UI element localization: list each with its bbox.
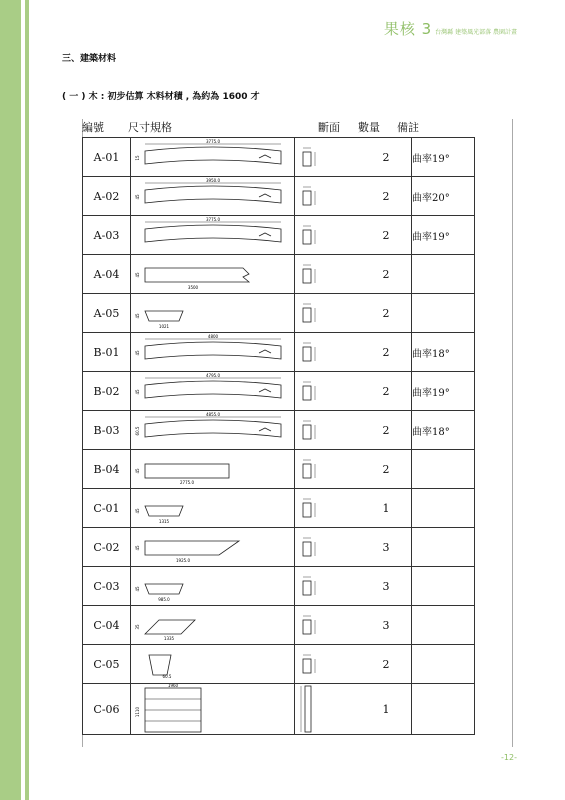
- part-quantity: 2: [361, 333, 412, 372]
- table-row: [83, 606, 475, 645]
- table-row: [83, 567, 475, 606]
- dimension-label: 4855.0: [206, 412, 220, 417]
- parts-table: [82, 137, 475, 735]
- part-note: 曲率18°: [412, 333, 475, 372]
- left-stripe-thin: [25, 0, 29, 800]
- part-drawing: [131, 528, 295, 567]
- section-drawing: [295, 177, 362, 216]
- dimension-label: 4800: [207, 334, 219, 339]
- part-id: A-03: [83, 216, 131, 255]
- part-id: C-02: [83, 528, 131, 567]
- part-note: [412, 567, 475, 606]
- part-drawing: [131, 567, 295, 606]
- section-drawing: [295, 567, 362, 606]
- section-drawing-svg: [297, 684, 327, 734]
- section-drawing: [295, 333, 362, 372]
- part-quantity: 2: [361, 138, 412, 177]
- height-label: 45: [135, 272, 140, 278]
- part-id: B-02: [83, 372, 131, 411]
- part-quantity: 2: [361, 216, 412, 255]
- part-drawing-svg: [131, 255, 294, 293]
- part-drawing: [131, 606, 295, 645]
- part-drawing: [131, 216, 295, 255]
- part-note: [412, 294, 475, 333]
- section-outline: [303, 503, 311, 517]
- section-drawing-svg: [297, 489, 327, 527]
- part-note: [412, 450, 475, 489]
- table-right-rule: [512, 119, 513, 747]
- part-outline: [145, 268, 249, 282]
- dimension-label: 3500: [187, 285, 199, 290]
- table-row: [83, 294, 475, 333]
- part-quantity: 2: [361, 294, 412, 333]
- section-drawing: [295, 450, 362, 489]
- part-id: A-05: [83, 294, 131, 333]
- page-header: [384, 18, 517, 39]
- part-id: B-03: [83, 411, 131, 450]
- section-outline: [303, 659, 311, 673]
- dimension-label: 60.5: [162, 674, 172, 679]
- part-outline: [145, 147, 281, 164]
- part-outline: [145, 186, 281, 203]
- height-label: 45: [135, 194, 140, 200]
- part-drawing: [131, 333, 295, 372]
- part-quantity: 2: [361, 255, 412, 294]
- section-drawing-svg: [297, 177, 327, 215]
- header-id: 編號: [82, 121, 104, 134]
- height-label: 45: [135, 389, 140, 395]
- part-note: [412, 645, 475, 684]
- part-drawing: [131, 177, 295, 216]
- section-drawing: [295, 372, 362, 411]
- part-drawing-svg: [131, 294, 294, 332]
- section-outline: [303, 191, 311, 205]
- section-drawing: [295, 684, 362, 735]
- part-drawing: [131, 255, 295, 294]
- part-id: B-01: [83, 333, 131, 372]
- part-quantity: 2: [361, 645, 412, 684]
- part-id: A-01: [83, 138, 131, 177]
- section-drawing-svg: [297, 606, 327, 644]
- table-row: [83, 684, 475, 735]
- part-drawing: [131, 684, 295, 735]
- part-drawing: [131, 372, 295, 411]
- part-drawing-svg: [131, 450, 294, 488]
- section-outline: [303, 152, 311, 166]
- part-note: 曲率19°: [412, 138, 475, 177]
- dimension-label: 1315: [158, 519, 170, 524]
- header-qty: 數量: [358, 121, 380, 134]
- section-outline: [305, 686, 311, 732]
- part-drawing-svg: [131, 177, 294, 215]
- part-quantity: 2: [361, 372, 412, 411]
- section-drawing: [295, 255, 362, 294]
- part-drawing: [131, 138, 295, 177]
- part-drawing-svg: [131, 216, 294, 254]
- height-label: 45: [135, 468, 140, 474]
- height-label: 45: [135, 545, 140, 551]
- part-outline: [145, 584, 183, 594]
- part-drawing-svg: [131, 528, 294, 566]
- table-row: [83, 138, 475, 177]
- part-quantity: 3: [361, 606, 412, 645]
- dimension-label: 1960: [167, 684, 179, 688]
- part-note: 曲率19°: [412, 372, 475, 411]
- section-outline: [303, 464, 311, 478]
- height-label: 60.5: [135, 426, 140, 436]
- height-label: 45: [135, 350, 140, 356]
- section-drawing: [295, 216, 362, 255]
- height-label: 45: [135, 313, 140, 319]
- section-drawing-svg: [297, 645, 327, 683]
- part-id: C-01: [83, 489, 131, 528]
- section-drawing: [295, 645, 362, 684]
- part-note: [412, 255, 475, 294]
- section-drawing-svg: [297, 333, 327, 371]
- dimension-label: 2775.0: [180, 480, 194, 485]
- section-outline: [303, 542, 311, 556]
- part-quantity: 3: [361, 567, 412, 606]
- section-outline: [303, 269, 311, 283]
- part-note: 曲率18°: [412, 411, 475, 450]
- dimension-label: 3775.0: [206, 217, 220, 222]
- part-id: C-05: [83, 645, 131, 684]
- part-drawing-svg: [131, 372, 294, 410]
- part-drawing: [131, 489, 295, 528]
- part-drawing-svg: [131, 684, 294, 734]
- section-drawing: [295, 489, 362, 528]
- section-drawing-svg: [297, 294, 327, 332]
- part-id: A-02: [83, 177, 131, 216]
- part-drawing: [131, 411, 295, 450]
- section-outline: [303, 581, 311, 595]
- part-quantity: 2: [361, 177, 412, 216]
- section-outline: [303, 620, 311, 634]
- section-outline: [303, 347, 311, 361]
- section-title: 三、建築材料: [62, 54, 117, 64]
- left-stripe: [0, 0, 21, 800]
- table-row: [83, 450, 475, 489]
- part-note: 曲率19°: [412, 216, 475, 255]
- section-outline: [303, 386, 311, 400]
- section-drawing: [295, 528, 362, 567]
- dimension-label: 1925.0: [176, 558, 190, 563]
- page-number: -12-: [501, 753, 517, 762]
- part-drawing-svg: [131, 138, 294, 176]
- dimension-label: 4795.0: [206, 373, 220, 378]
- part-note: [412, 606, 475, 645]
- height-label: 15: [135, 155, 140, 161]
- table-row: [83, 216, 475, 255]
- dimension-label: 3950.0: [206, 178, 220, 183]
- part-drawing-svg: [131, 606, 294, 644]
- section-drawing-svg: [297, 450, 327, 488]
- part-drawing-svg: [131, 333, 294, 371]
- dimension-label: 985.0: [158, 597, 170, 602]
- table-row: [83, 255, 475, 294]
- section-drawing: [295, 138, 362, 177]
- section-drawing: [295, 411, 362, 450]
- part-outline: [145, 381, 281, 398]
- part-drawing-svg: [131, 567, 294, 605]
- table-row: [83, 333, 475, 372]
- header-size: 尺寸規格: [128, 121, 172, 134]
- part-drawing: [131, 645, 295, 684]
- part-outline: [145, 506, 183, 516]
- part-id: C-06: [83, 684, 131, 735]
- section-drawing-svg: [297, 567, 327, 605]
- section-drawing-svg: [297, 255, 327, 293]
- part-outline: [145, 420, 281, 437]
- section-drawing-svg: [297, 138, 327, 176]
- height-label: 45: [135, 508, 140, 514]
- part-id: C-04: [83, 606, 131, 645]
- part-quantity: 2: [361, 450, 412, 489]
- part-quantity: 3: [361, 528, 412, 567]
- part-note: [412, 684, 475, 735]
- dimension-label: 1021: [158, 324, 170, 329]
- part-outline: [145, 225, 281, 242]
- dimension-label: 3775.0: [206, 139, 220, 144]
- section-outline: [303, 308, 311, 322]
- part-outline: [145, 342, 281, 359]
- table-row: [83, 645, 475, 684]
- part-note: [412, 489, 475, 528]
- height-label: 1110: [135, 706, 140, 718]
- part-outline: [145, 620, 195, 634]
- section-outline: [303, 425, 311, 439]
- table-row: [83, 489, 475, 528]
- dimension-label: 1335: [163, 636, 175, 641]
- part-id: B-04: [83, 450, 131, 489]
- part-drawing-svg: [131, 411, 294, 449]
- table-row: [83, 411, 475, 450]
- header-brand: 果核 3: [383, 20, 433, 38]
- section-drawing-svg: [297, 216, 327, 254]
- part-drawing-svg: [131, 645, 294, 683]
- part-id: C-03: [83, 567, 131, 606]
- part-quantity: 1: [361, 684, 412, 735]
- part-drawing-svg: [131, 489, 294, 527]
- part-quantity: 1: [361, 489, 412, 528]
- section-drawing-svg: [297, 528, 327, 566]
- section-drawing: [295, 606, 362, 645]
- table-row: [83, 528, 475, 567]
- height-label: 45: [135, 586, 140, 592]
- part-outline: [145, 464, 229, 478]
- part-outline: [149, 655, 171, 675]
- subsection-title: ( 一 ) 木 : 初步估算 木料材積 , 為約為 1600 才: [62, 92, 260, 102]
- part-note: [412, 528, 475, 567]
- table-row: [83, 177, 475, 216]
- part-outline: [145, 541, 239, 555]
- height-label: 35: [135, 624, 140, 630]
- section-drawing-svg: [297, 372, 327, 410]
- header-subtitle: 台灣縣 建築風光部落 農園計畫: [435, 29, 517, 36]
- section-drawing: [295, 294, 362, 333]
- section-outline: [303, 230, 311, 244]
- table-row: [83, 372, 475, 411]
- part-note: 曲率20°: [412, 177, 475, 216]
- section-drawing-svg: [297, 411, 327, 449]
- header-section: 斷面: [318, 121, 340, 134]
- header-note: 備註: [397, 121, 419, 134]
- part-id: A-04: [83, 255, 131, 294]
- part-quantity: 2: [361, 411, 412, 450]
- part-drawing: [131, 294, 295, 333]
- part-outline: [145, 311, 183, 321]
- part-drawing: [131, 450, 295, 489]
